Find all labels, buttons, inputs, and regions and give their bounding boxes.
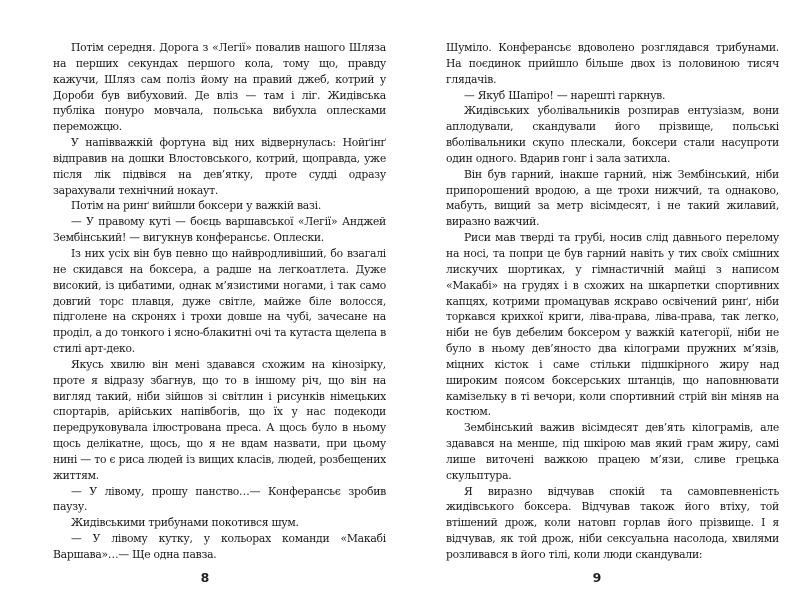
right-page [446,40,779,563]
paragraph: Зембінський важив вісімдесят дев’ять кілограмів, але здавався на менше, під шкірою мав який грам жиру, самі лише виточені важкою працею м’язи, сливе грецька скульптура. [446,421,779,482]
paragraph: Із них усіх він був певно що найвродливіший, бо взагалі не скидався на боксера, а радше на легкоатлета. Дуже високий, із цибатими, однак м’язистими ногами, і так само довгий торс плавця, дуже світле, майже біле волосся, підголене на скронях і трохи довше на чубі, зачесане на проділ, а до тонкого і ясно-блакитні очі та кутаста щелепа в стилі арт-деко. [53,246,386,356]
paragraph: Риси мав тверді та грубі, носив слід давнього перелому на носі, та попри це був гарний навіть у тих своїх смішних лискучих шортиках, у гімнастичній майці з написом «Макабі» на грудях і в схожих на шкарпетки спортивних капцях, котрими промацував яскраво освічений ринґ, ніби торкався крихкої криги, ліва-права, ліва-права, так легко, ніби не був дебелим боксером у важкій категорії, ніби не було в ньому дев’яносто два кілограми пружних м’язів, міцних кісток і саме стільки підшкірного жиру над широким поясом боксерських штанців, що наповнювати камізельку в ті вечори, коли спортивний стрій він міняв на костюм. [446,231,779,419]
paragraph: — Якуб Шапіро! — нарешті гаркнув. [464,88,666,102]
paragraph: Він був гарний, інакше гарний, ніж Зембінський, ніби припорошений вродою, а ще трохи нижчий, та однаково, мабуть, вищий за метр вісімдесят, і не такий жилавий, виразно важчий. [446,167,779,229]
paragraph: Потім на ринґ вийшли боксери у важкій вазі. [71,199,322,213]
paragraph: Потім середня. Дорога з «Легії» повалив нашого Шляза на перших секундах першого кола, тому що, правду кажучи, Шляз сам поліз йому на правий джеб, котрий у Дороби був вибуховий. Де вліз — там і ліг. Жидівська публіка понуро мовчала, польська вибухла оплесками переможцю. [53,41,386,134]
paragraph: — У правому куті — боєць варшавської «Легії» Анджей Зембінський! — вигукнув конферансьє. Оплески. [53,215,386,245]
left-page [53,40,386,563]
paragraph: — У лівому, прошу панство…— Конферансьє зробив паузу. [53,484,386,514]
paragraph: Жидівських уболівальників розпирав ентузіазм, вони аплодували, скандували його прізвище, польські вболівальники скупо плескали, боксери стали насупроти один одного. Вдарив гонг і зала затихла. [446,104,779,165]
paragraph: Якусь хвилю він мені здавався схожим на кінозірку, проте я відразу збагнув, що то в іншому річ, що він на вигляд такий, ніби зійшов зі світлин і рисунків німецьких спортарів, арійських напівбогів, що їх у нас подекоди передруковувала ілюстрована преса. А щось було в ньому щось делікатне, щось, що я не вдам назвати, при цьому нині — то є риса людей із вищих класів, людей, розбещених життям. [53,357,386,482]
page-number-left: 8 [200,570,210,585]
paragraph: Жидівськими трибунами покотився шум. [71,516,299,530]
paragraph: У напівважкій фортуна від них відвернулась: Нойґінґ відправив на дошки Влостовського, котрий, щоправда, уже після лік підвівся на дев’ятку, проте судді одразу зарахували технічний нокаут. [53,136,386,197]
paragraph: — У лівому кутку, у кольорах команди «Макабі Варшава»…— Ще одна павза. [53,532,386,561]
paragraph: Я виразно відчував спокій та самовпевненість жидівського боксера. Відчував також його втіху, той втішений дрож, коли натовп горлав його прізвище. І я відчував, як той дрож, ніби сексуальна насолода, хвилями розливався в його тілі, коли люди скандували: [446,484,779,561]
page-number-right: 9 [592,570,602,585]
paragraph-continuation: Шуміло. Конферансьє вдоволено розглядався трибунами. На поєдинок прийшло більше двох із половиною тисяч глядачів. [446,41,779,86]
